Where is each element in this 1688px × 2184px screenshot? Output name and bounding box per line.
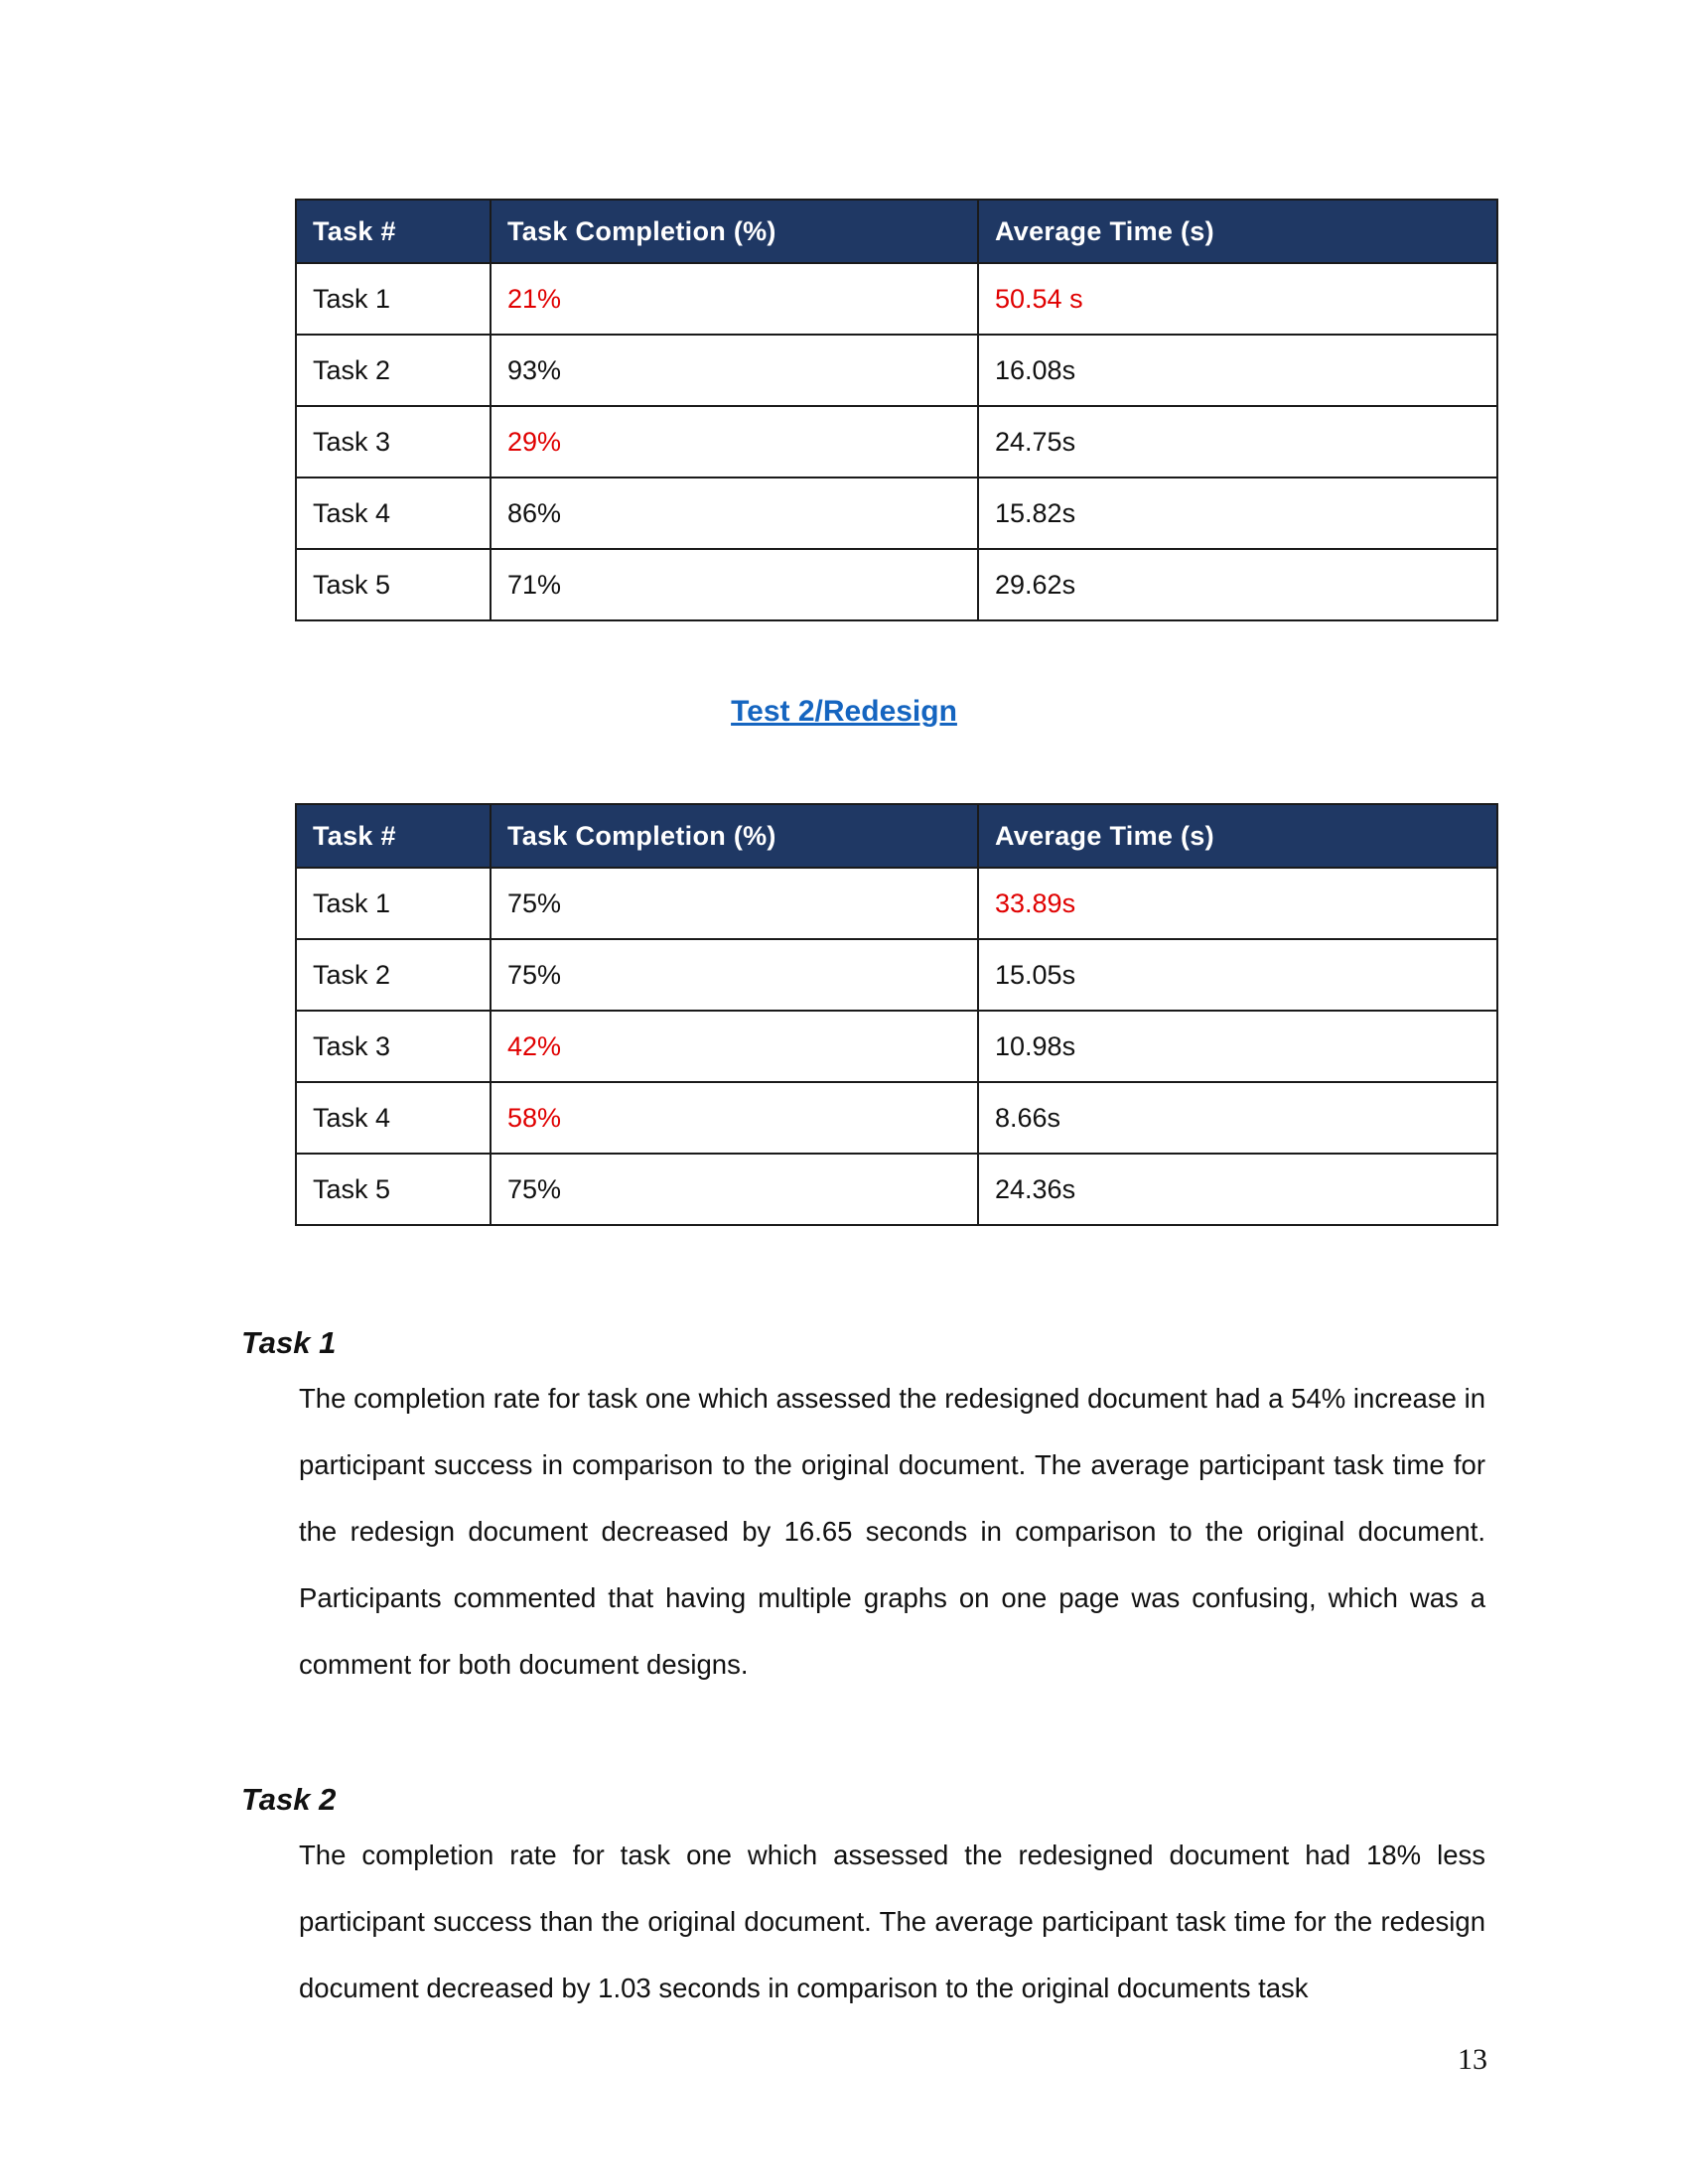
completion-cell: 29%: [491, 406, 978, 478]
completion-cell: 42%: [491, 1011, 978, 1082]
completion-cell: 93%: [491, 335, 978, 406]
table-row: [296, 263, 1497, 335]
table-header-row: [296, 804, 1497, 868]
table-row: [296, 549, 1497, 620]
time-cell: 15.82s: [978, 478, 1497, 549]
time-cell: 24.36s: [978, 1154, 1497, 1225]
completion-cell: 75%: [491, 1154, 978, 1225]
column-header-task: Task #: [296, 200, 491, 263]
table-row: [296, 1082, 1497, 1154]
table-row: [296, 939, 1497, 1011]
test2-redesign-heading-text[interactable]: Test 2/Redesign: [731, 695, 957, 728]
column-header-average-time: Average Time (s): [978, 200, 1497, 263]
completion-cell: 86%: [491, 478, 978, 549]
page-number: 13: [1458, 2043, 1487, 2076]
task-cell: Task 3: [296, 406, 491, 478]
time-cell: 50.54 s: [978, 263, 1497, 335]
completion-cell: 71%: [491, 549, 978, 620]
time-cell: 33.89s: [978, 868, 1497, 939]
completion-cell: 58%: [491, 1082, 978, 1154]
task2-paragraph: The completion rate for task one which assessed the redesigned document had 18% less participant success than the original document. The average participant task time for the redesign document decreased by 1.03 seconds in comparison to the original documents task: [299, 1840, 1485, 2003]
table-row: [296, 1154, 1497, 1225]
time-cell: 10.98s: [978, 1011, 1497, 1082]
time-cell: 16.08s: [978, 335, 1497, 406]
task-cell: Task 5: [296, 549, 491, 620]
task-cell: Task 2: [296, 335, 491, 406]
completion-cell: 75%: [491, 868, 978, 939]
table-header-row: [296, 200, 1497, 263]
column-header-average-time: Average Time (s): [978, 804, 1497, 868]
task2-heading: Task 2: [241, 1782, 337, 1817]
time-cell: 15.05s: [978, 939, 1497, 1011]
table-row: [296, 335, 1497, 406]
column-header-task: Task #: [296, 804, 491, 868]
task-cell: Task 4: [296, 1082, 491, 1154]
test2-redesign-heading[interactable]: [0, 695, 1688, 729]
time-cell: 24.75s: [978, 406, 1497, 478]
table-row: [296, 868, 1497, 939]
table-row: [296, 406, 1497, 478]
task1-heading: Task 1: [241, 1325, 337, 1360]
time-cell: 8.66s: [978, 1082, 1497, 1154]
task-cell: Task 1: [296, 263, 491, 335]
task-cell: Task 3: [296, 1011, 491, 1082]
results-table-test2: [295, 803, 1498, 1226]
task1-paragraph: The completion rate for task one which assessed the redesigned document had a 54% increase in participant success in comparison to the original document. The average participant task time for the redesign document decreased by 16.65 seconds in comparison to the original document. Participants commented that having multiple graphs on one page was confusing, which was a comment for both document designs.: [299, 1383, 1485, 1680]
task-cell: Task 2: [296, 939, 491, 1011]
column-header-completion: Task Completion (%): [491, 804, 978, 868]
table-row: [296, 478, 1497, 549]
completion-cell: 75%: [491, 939, 978, 1011]
column-header-completion: Task Completion (%): [491, 200, 978, 263]
task-cell: Task 4: [296, 478, 491, 549]
results-table-test1: [295, 199, 1498, 621]
table-row: [296, 1011, 1497, 1082]
completion-cell: 21%: [491, 263, 978, 335]
time-cell: 29.62s: [978, 549, 1497, 620]
task-cell: Task 1: [296, 868, 491, 939]
task-cell: Task 5: [296, 1154, 491, 1225]
